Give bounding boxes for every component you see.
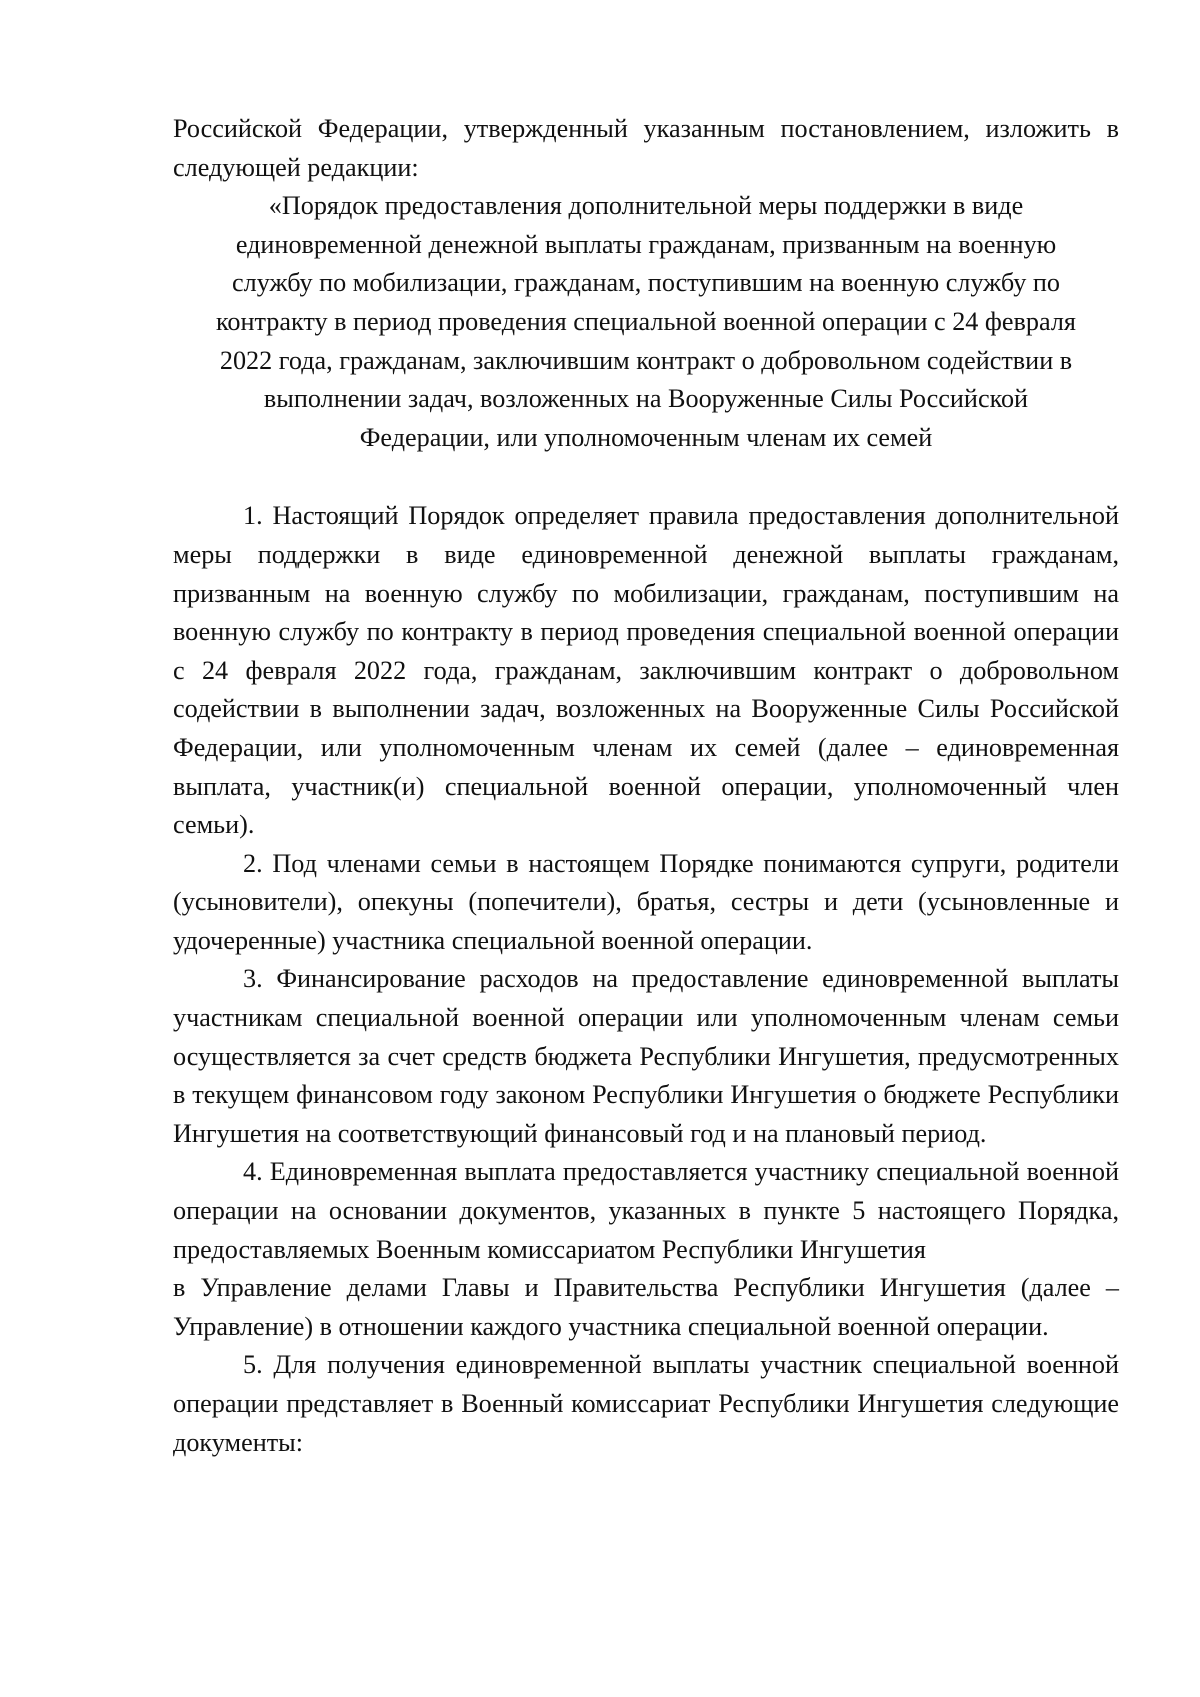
clause-4	[173, 1153, 1119, 1269]
clause-2	[173, 845, 1119, 961]
clause-text: Под членами семьи в настоящем Порядке понимаются супруги, родители (усыновители), опекуны (попечители), братья, сестры и дети (усыновленные и удочеренные) участника специальной военной операции.	[173, 848, 1119, 955]
clause-number: 5.	[243, 1350, 263, 1380]
clause-number: 3.	[243, 964, 263, 994]
title-line: контракту в период проведения специальной военной операции с 24 февраля	[216, 306, 1076, 336]
clause-text: Для получения единовременной выплаты участник специальной военной операции представляет в Военный комиссариат Республики Ингушетия следующие документы:	[173, 1350, 1120, 1457]
clause-number: 2.	[243, 848, 263, 878]
clause-4-continuation: в Управление делами Главы и Правительства Республики Ингушетия (далее – Управление) в отношении каждого участника специальной военной операции.	[173, 1273, 1119, 1341]
clause-text: Настоящий Порядок определяет правила предоставления дополнительной меры поддержки в виде единовременной денежной выплаты гражданам, призванным на военную службу по мобилизации, гражданам, поступившим на военную службу по контракту в период проведения специальной военной операции с 24 февраля 2022 года, гражданам, заключившим контракт о добровольном содействии в выполнении задач, возложенных на Вооруженные Силы Российской Федерации, или уполномоченным членам их семей (далее – единовременная выплата, участник(и) специальной военной операции, уполномоченный член семьи).	[173, 501, 1119, 840]
clause-number: 1.	[243, 501, 263, 531]
title-line: Федерации, или уполномоченным членам их семей	[359, 422, 933, 452]
clause-3	[173, 960, 1119, 1153]
clause-1	[173, 497, 1119, 844]
clause-number: 4.	[243, 1157, 263, 1187]
intro-paragraph: Российской Федерации, утвержденный указанным постановлением, изложить в следующей редакции:	[173, 114, 1119, 182]
document-page	[173, 110, 1119, 1462]
clause-text: Финансирование расходов на предоставление единовременной выплаты участникам специальной военной операции или уполномоченным членам семьи осуществляется за счет средств бюджета Республики Ингушетия, предусмотренных в текущем финансовом году законом Республики Ингушетия о бюджете Республики Ингушетия на соответствующий финансовый год и на плановый период.	[173, 964, 1119, 1148]
clause-text: Единовременная выплата предоставляется участнику специальной военной операции на основании документов, указанных в пункте 5 настоящего Порядка, предоставляемых Военным комиссариатом Республики Ингушетия	[173, 1157, 1119, 1264]
title-line: «Порядок предоставления дополнительной меры поддержки в виде	[268, 191, 1024, 221]
title-line: службу по мобилизации, гражданам, поступившим на военную службу по	[232, 268, 1060, 298]
title-line: единовременной денежной выплаты гражданам, призванным на военную	[235, 229, 1057, 259]
procedure-title	[173, 187, 1119, 457]
spacer	[173, 457, 1119, 497]
clause-5	[173, 1346, 1119, 1462]
title-line: выполнении задач, возложенных на Вооруженные Силы Российской	[263, 384, 1029, 414]
title-line: 2022 года, гражданам, заключившим контракт о добровольном содействии в	[219, 345, 1073, 375]
